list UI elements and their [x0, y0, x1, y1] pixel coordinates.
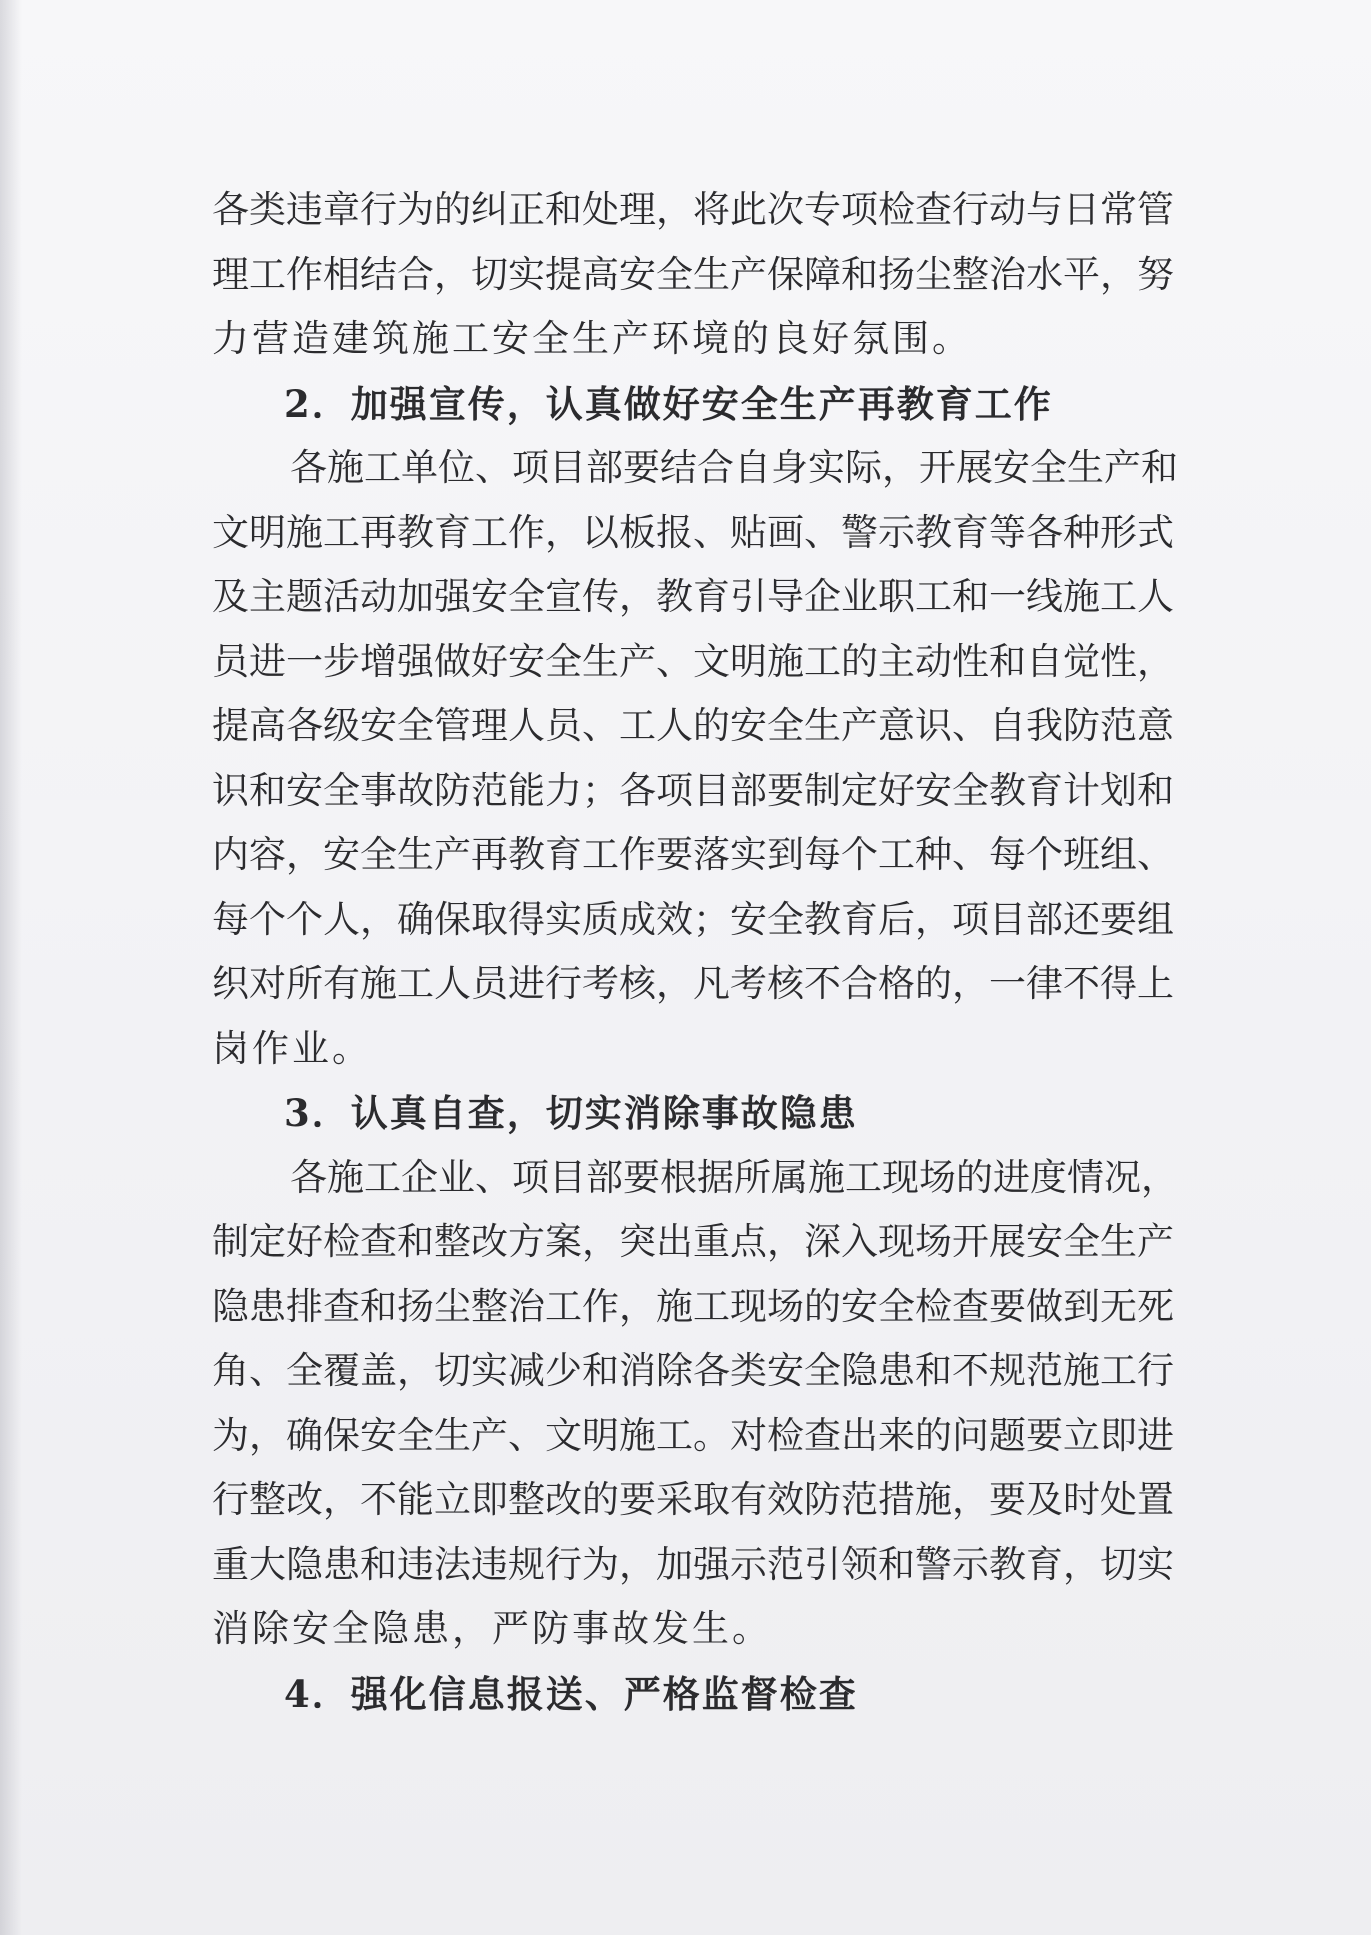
paragraph-line: 消除安全隐患，严防事故发生。	[212, 1607, 772, 1650]
paragraph-line: 力营造建筑施工安全生产环境的良好氛围。	[212, 317, 972, 360]
paragraph-line: 隐患排查和扬尘整治工作，施工现场的安全检查要做到无死	[212, 1284, 1174, 1328]
paragraph-line: 识和安全事故防范能力；各项目部要制定好安全教育计划和	[212, 768, 1174, 812]
paragraph-line: 岗作业。	[212, 1026, 372, 1070]
paragraph-line: 文明施工再教育工作，以板报、贴画、警示教育等各种形式	[212, 510, 1174, 554]
paragraph-line: 行整改，不能立即整改的要采取有效防范措施，要及时处置	[212, 1478, 1174, 1521]
document-body	[212, 178, 1178, 1726]
paragraph-line: 织对所有施工人员进行考核，凡考核不合格的，一律不得上	[212, 962, 1174, 1005]
paragraph-line: 内容，安全生产再教育工作要落实到每个工种、每个班组、	[212, 833, 1174, 876]
scan-edge-shadow	[0, 0, 22, 1935]
paragraph-line: 每个个人，确保取得实质成效；安全教育后，项目部还要组	[212, 897, 1174, 941]
paragraph-line: 角、全覆盖，切实减少和消除各类安全隐患和不规范施工行	[212, 1349, 1174, 1392]
section-heading-3: 3．认真自查，切实消除事故隐患	[284, 1091, 858, 1135]
paragraph-line: 重大隐患和违法违规行为，加强示范引领和警示教育，切实	[212, 1542, 1174, 1586]
paragraph-line: 理工作相结合，切实提高安全生产保障和扬尘整治水平，努	[212, 252, 1174, 296]
paragraph-line: 各类违章行为的纠正和处理，将此次专项检查行动与日常管	[212, 188, 1174, 231]
paragraph-line: 为，确保安全生产、文明施工。对检查出来的问题要立即进	[212, 1413, 1174, 1457]
section-heading-2: 2．加强宣传，认真做好安全生产再教育工作	[284, 381, 1053, 426]
paragraph-line: 及主题活动加强安全宣传，教育引导企业职工和一线施工人	[212, 575, 1174, 618]
paragraph-line: 制定好检查和整改方案，突出重点，深入现场开展安全生产	[212, 1220, 1174, 1263]
paragraph-line: 各施工单位、项目部要结合自身实际，开展安全生产和	[290, 446, 1178, 489]
paragraph-line: 员进一步增强做好安全生产、文明施工的主动性和自觉性，	[212, 639, 1174, 683]
paragraph-line: 各施工企业、项目部要根据所属施工现场的进度情况，	[290, 1155, 1178, 1199]
section-heading-4: 4．强化信息报送、严格监督检查	[284, 1671, 858, 1716]
paragraph-line: 提高各级安全管理人员、工人的安全生产意识、自我防范意	[212, 704, 1174, 747]
